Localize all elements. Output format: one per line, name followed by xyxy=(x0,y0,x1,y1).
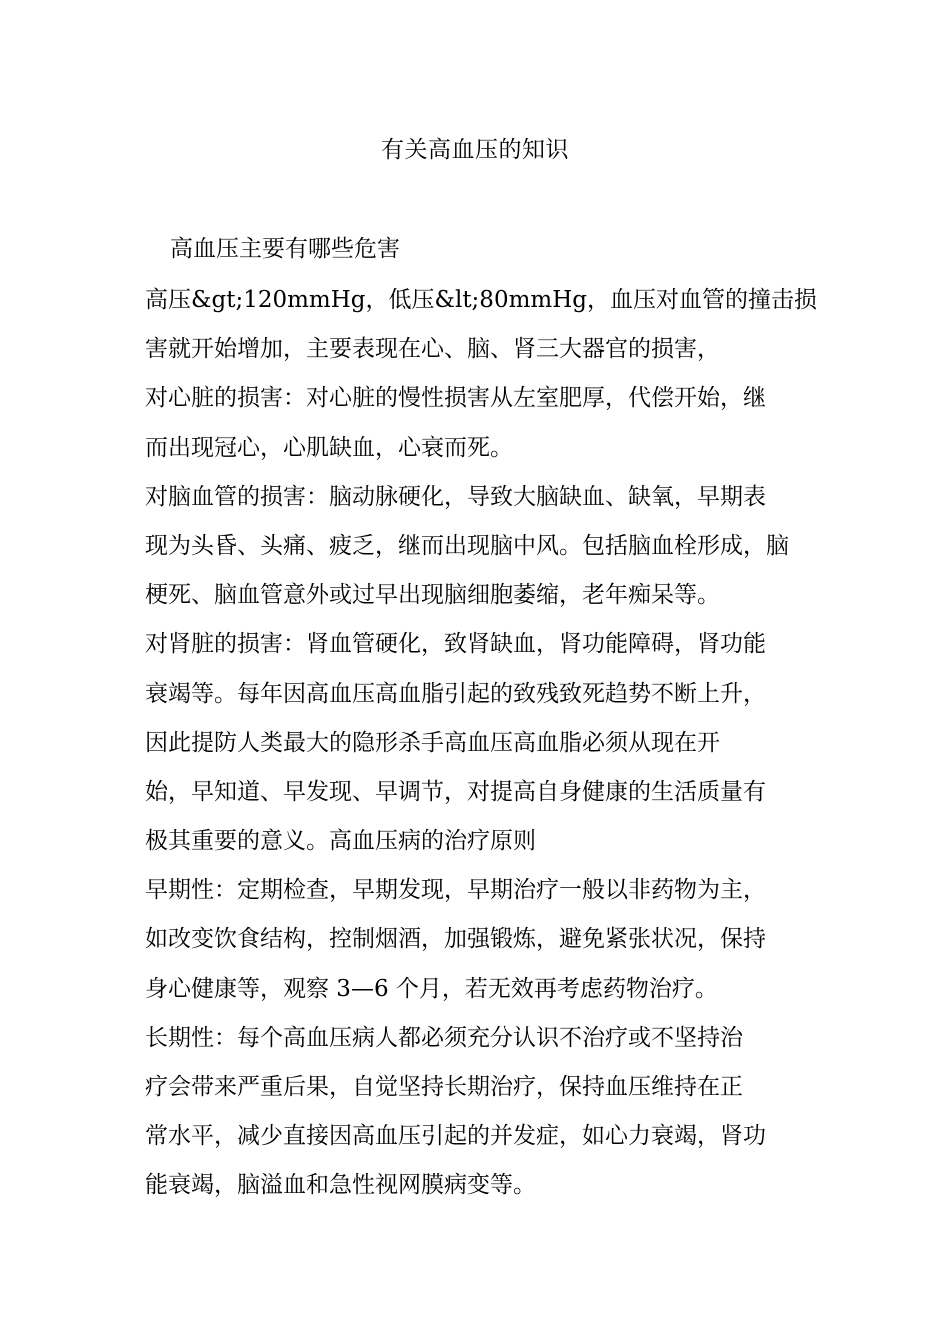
text-line: 害就开始增加，主要表现在心、脑、肾三大器官的损害， xyxy=(145,336,720,363)
section-heading: 高血压主要有哪些危害 xyxy=(170,236,400,262)
text-line: 始，早知道、早发现、早调节，对提高自身健康的生活质量有 xyxy=(145,778,766,805)
text-line: 梗死、脑血管意外或过早出现脑细胞萎缩，老年痴呆等。 xyxy=(145,582,720,609)
text-line: 如改变饮食结构，控制烟酒，加强锻炼，避免紧张状况，保持 xyxy=(145,926,766,953)
text-line: 衰竭等。每年因高血压高血脂引起的致残致死趋势不断上升， xyxy=(145,680,766,707)
text-line: 身心健康等，观察 3—6 个月，若无效再考虑药物治疗。 xyxy=(145,975,718,1002)
text-line: 对肾脏的损害：肾血管硬化，致肾缺血，肾功能障碍，肾功能 xyxy=(145,631,766,658)
text-line: 对心脏的损害：对心脏的慢性损害从左室肥厚，代偿开始，继 xyxy=(145,385,766,412)
document-title: 有关高血压的知识 xyxy=(381,137,569,163)
text-line: 对脑血管的损害：脑动脉硬化，导致大脑缺血、缺氧，早期表 xyxy=(145,483,766,510)
body-text xyxy=(145,282,845,1217)
text-line: 能衰竭，脑溢血和急性视网膜病变等。 xyxy=(145,1172,536,1199)
text-line: 长期性：每个高血压病人都必须充分认识不治疗或不坚持治 xyxy=(145,1024,743,1051)
text-line: 早期性：定期检查，早期发现，早期治疗一般以非药物为主， xyxy=(145,877,766,904)
text-line: 疗会带来严重后果，自觉坚持长期治疗，保持血压维持在正 xyxy=(145,1074,743,1100)
text-line: 现为头昏、头痛、疲乏，继而出现脑中风。包括脑血栓形成，脑 xyxy=(145,532,789,559)
text-line: 常水平，减少直接因高血压引起的并发症，如心力衰竭，肾功 xyxy=(145,1123,766,1150)
text-line: 高压&gt;120mmHg，低压&lt;80mmHg，血压对血管的撞击损 xyxy=(145,287,817,313)
text-line: 极其重要的意义。高血压病的治疗原则 xyxy=(145,828,536,855)
text-line: 因此提防人类最大的隐形杀手高血压高血脂必须从现在开 xyxy=(145,729,720,756)
text-line: 而出现冠心，心肌缺血，心衰而死。 xyxy=(145,434,513,461)
